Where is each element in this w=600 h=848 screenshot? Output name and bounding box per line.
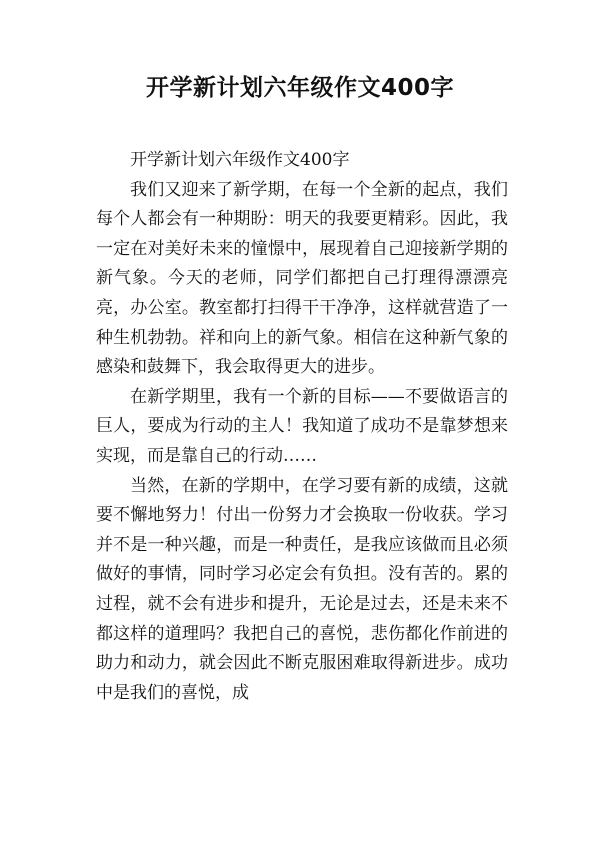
document-title: 开学新计划六年级作文400字: [145, 75, 454, 101]
paragraph: 我们又迎来了新学期，在每一个全新的起点，我们每个人都会有一种期盼：明天的我要更精彩。因此，我一定在对美好未来的憧憬中，展现着自己迎接新学期的新气象。今天的老师，同学们都把自己打理得漂漂亮亮，办公室。教室都打扫得干干净净，这样就营造了一种生机勃勃。祥和向上的新气象。相信在这种新气象的感染和鼓舞下，我会取得更大的进步。: [96, 179, 508, 378]
paragraph-subtitle: 开学新计划六年级作文400字: [130, 150, 350, 170]
paragraph: 当然，在新的学期中，在学习要有新的成绩，这就要不懈地努力！付出一份努力才会换取一份收获。学习并不是一种兴趣，而是一种责任，是我应该做而且必须做好的事情，同时学习必定会有负担。没有苦的。累的过程，就不会有进步和提升，无论是过去，还是未来不都这样的道理吗？我把自己的喜悦，悲伤都化作前进的助力和动力，就会因此不断克服困难取得新进步。成功中是我们的喜悦，成: [96, 475, 508, 703]
paragraph: 在新学期里，我有一个新的目标——不要做语言的巨人，要成为行动的主人！我知道了成功不是靠梦想来实现，而是靠自己的行动……: [96, 386, 508, 466]
document-body: [96, 146, 508, 708]
